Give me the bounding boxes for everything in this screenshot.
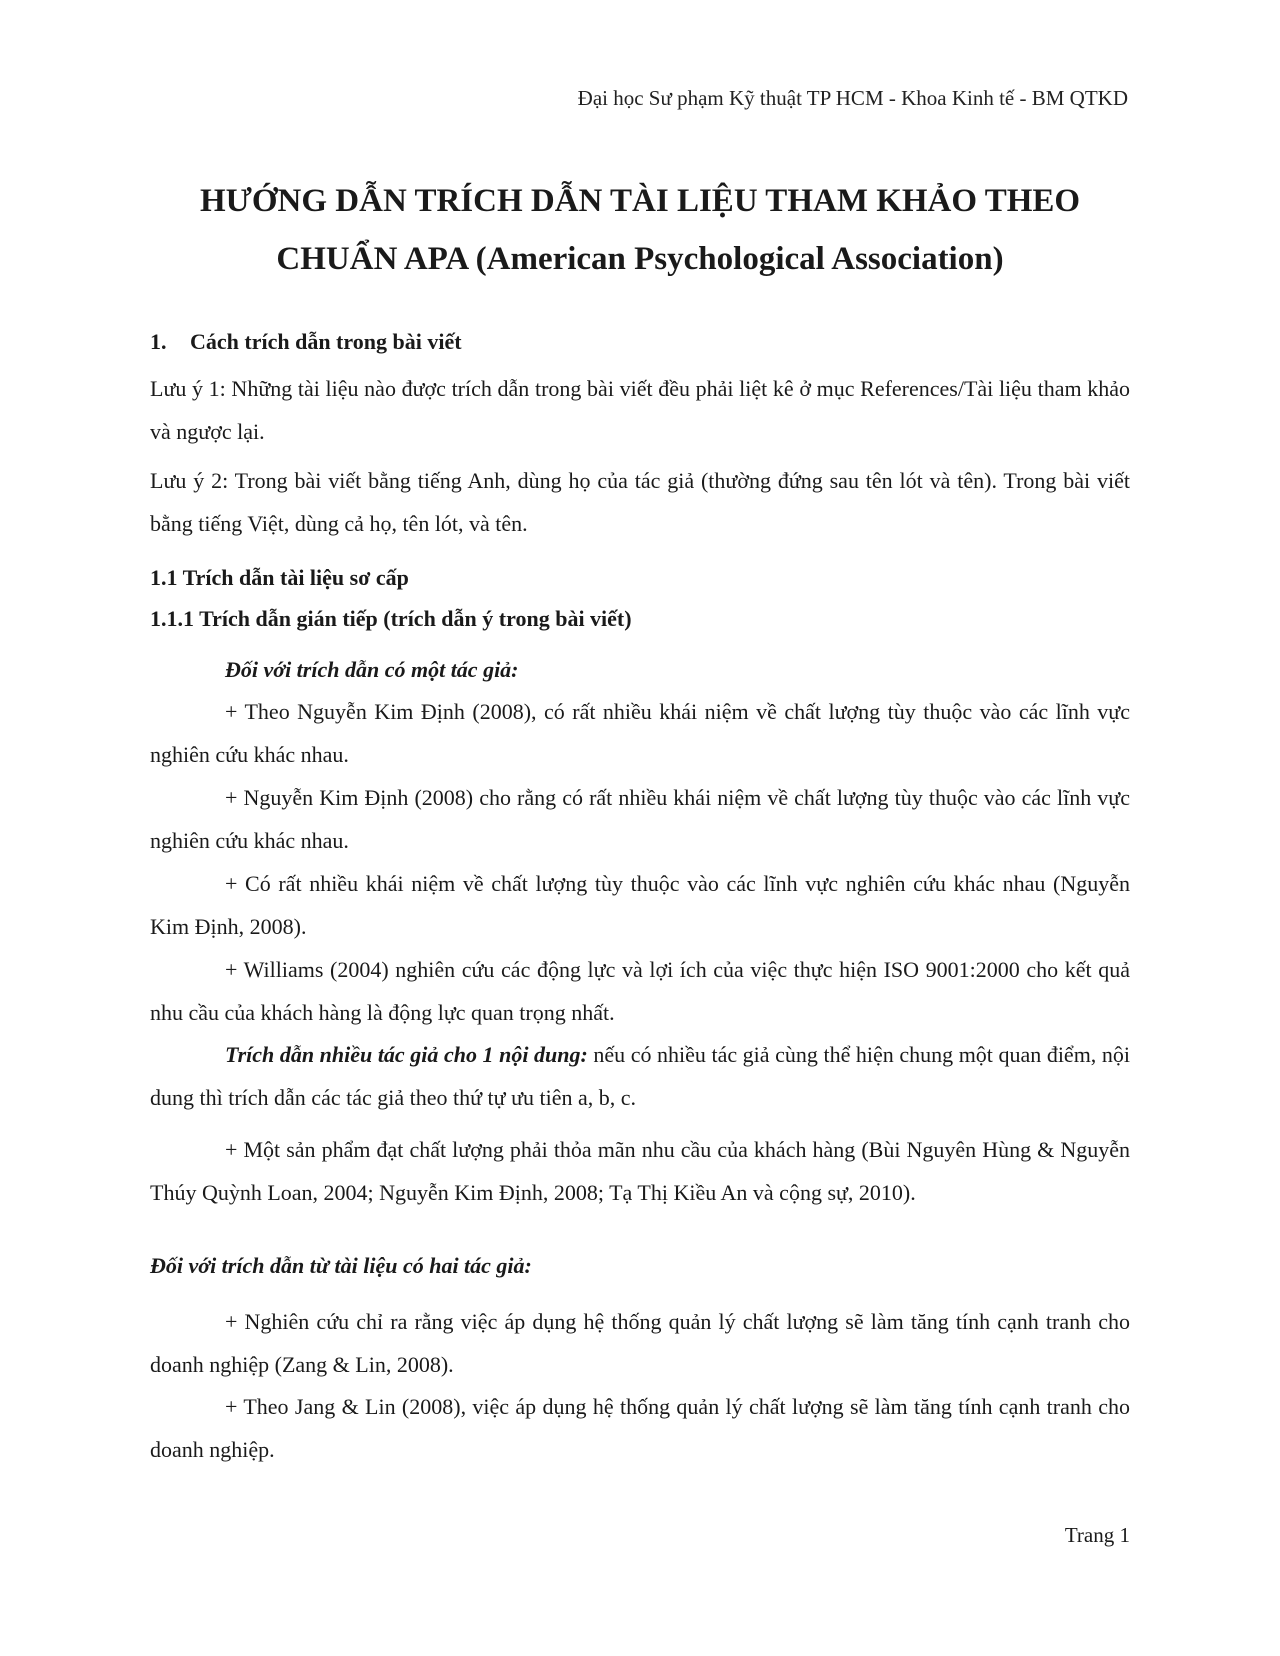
section-1-1-heading: 1.1 Trích dẫn tài liệu sơ cấp [150, 565, 409, 590]
page-number: Trang 1 [1064, 1523, 1130, 1547]
section-title: Cách trích dẫn trong bài viết [190, 329, 462, 354]
one-author-heading: Đối với trích dẫn có một tác giả: [225, 657, 519, 682]
two-authors-heading: Đối với trích dẫn từ tài liệu có hai tác giả: [150, 1253, 532, 1278]
one-author-item-3: + Có rất nhiều khái niệm về chất lượng tùy thuộc vào các lĩnh vực nghiên cứu khác nhau (Nguyễn Kim Định, 2008). [150, 871, 1130, 939]
note-2: Lưu ý 2: Trong bài viết bằng tiếng Anh, dùng họ của tác giả (thường đứng sau tên lót và tên). Trong bài viết bằng tiếng Việt, dùng cả họ, tên lót, và tên. [150, 468, 1130, 536]
multi-author-paragraph [150, 1033, 1130, 1119]
document-title [150, 172, 1130, 288]
one-author-item-2: + Nguyễn Kim Định (2008) cho rằng có rất nhiều khái niệm về chất lượng tùy thuộc vào các lĩnh vực nghiên cứu khác nhau. [150, 785, 1130, 853]
multi-author-lead: Trích dẫn nhiều tác giả cho 1 nội dung: [225, 1042, 588, 1067]
two-authors-item-1: + Nghiên cứu chỉ ra rằng việc áp dụng hệ thống quản lý chất lượng sẽ làm tăng tính cạnh tranh cho doanh nghiệp (Zang & Lin, 2008). [150, 1309, 1130, 1377]
section-1-heading [150, 320, 1130, 363]
section-1-1-1-heading: 1.1.1 Trích dẫn gián tiếp (trích dẫn ý trong bài viết) [150, 606, 632, 631]
title-line-1: HƯỚNG DẪN TRÍCH DẪN TÀI LIỆU THAM KHẢO THEO [199, 183, 1081, 219]
one-author-item-4: + Williams (2004) nghiên cứu các động lực và lợi ích của việc thực hiện ISO 9001:2000 cho kết quả nhu cầu của khách hàng là động lực quan trọng nhất. [150, 957, 1130, 1025]
multi-author-item: + Một sản phẩm đạt chất lượng phải thỏa mãn nhu cầu của khách hàng (Bùi Nguyên Hùng & Nguyễn Thúy Quỳnh Loan, 2004; Nguyễn Kim Định, 2008; Tạ Thị Kiều An và cộng sự, 2010). [150, 1137, 1130, 1205]
page-header: Đại học Sư phạm Kỹ thuật TP HCM - Khoa Kinh tế - BM QTKD [577, 86, 1128, 110]
multi-author-text: nếu có nhiều tác giả cùng thể hiện chung một quan điểm, nội dung thì trích dẫn các tác giả theo thứ tự ưu tiên a, b, c. [150, 1042, 1130, 1110]
section-number: 1. [150, 329, 167, 354]
two-authors-item-2: + Theo Jang & Lin (2008), việc áp dụng hệ thống quản lý chất lượng sẽ làm tăng tính cạnh tranh cho doanh nghiệp. [150, 1394, 1130, 1462]
title-line-2: CHUẨN APA (American Psychological Association) [276, 241, 1004, 277]
one-author-item-1: + Theo Nguyễn Kim Định (2008), có rất nhiều khái niệm về chất lượng tùy thuộc vào các lĩnh vực nghiên cứu khác nhau. [150, 699, 1130, 767]
note-1: Lưu ý 1: Những tài liệu nào được trích dẫn trong bài viết đều phải liệt kê ở mục References/Tài liệu tham khảo và ngược lại. [150, 376, 1130, 444]
